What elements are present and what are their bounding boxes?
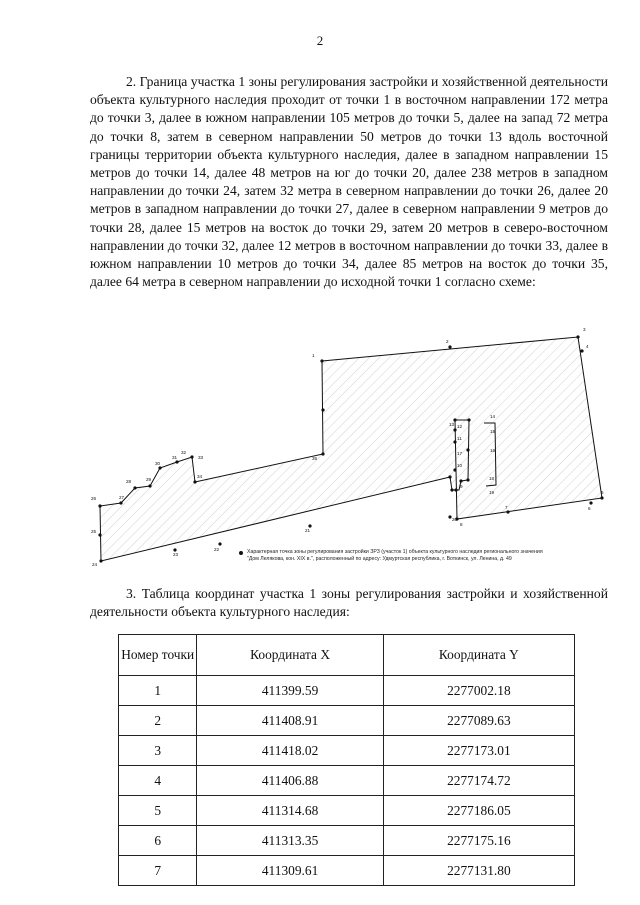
point-label: 12 xyxy=(457,424,463,429)
point-label: 19 xyxy=(489,490,495,495)
point-label: 26 xyxy=(91,496,97,501)
boundary-point xyxy=(450,488,453,491)
table-header-row xyxy=(119,635,575,676)
boundary-point xyxy=(600,496,603,499)
point-label: 4 xyxy=(586,344,589,349)
legend-point-marker xyxy=(239,551,243,555)
cell-point-number: 1 xyxy=(119,676,197,706)
point-label: 28 xyxy=(126,479,132,484)
cell-coordinate-y: 2277089.63 xyxy=(383,706,574,736)
boundary-point xyxy=(506,510,509,513)
boundary-point xyxy=(321,408,324,411)
header-coordinate-x: Координата X xyxy=(197,635,383,676)
point-label: 7 xyxy=(505,505,508,510)
point-label: 11 xyxy=(457,436,462,441)
legend-line-2: "Дом Лелякова, кон. XIX в.", расположенный по адресу: Удмуртская республика, г. Воткинск, ул. Ленина, д. 49 xyxy=(247,556,512,562)
boundary-point xyxy=(99,559,102,562)
cell-coordinate-x: 411399.59 xyxy=(197,676,383,706)
cell-coordinate-x: 411408.91 xyxy=(197,706,383,736)
point-label: 9 xyxy=(460,484,463,489)
point-label: 30 xyxy=(155,461,161,466)
zone-polygon xyxy=(100,337,602,561)
boundary-point xyxy=(190,455,193,458)
cell-coordinate-x: 411313.35 xyxy=(197,826,383,856)
boundary-point xyxy=(454,488,457,491)
table-row xyxy=(119,736,575,766)
point-label: 1 xyxy=(312,353,315,358)
cell-point-number: 5 xyxy=(119,796,197,826)
boundary-point xyxy=(589,501,592,504)
boundary-point xyxy=(466,478,469,481)
cell-point-number: 3 xyxy=(119,736,197,766)
boundary-point xyxy=(576,335,579,338)
cell-point-number: 6 xyxy=(119,826,197,856)
point-label: 17 xyxy=(457,451,463,456)
point-label: 14 xyxy=(490,414,496,419)
boundary-point xyxy=(158,466,161,469)
boundary-point xyxy=(193,480,196,483)
point-label: 24 xyxy=(92,562,98,567)
cell-coordinate-y: 2277002.18 xyxy=(383,676,574,706)
boundary-point xyxy=(175,460,178,463)
point-label: 5 xyxy=(601,490,604,495)
point-label: 10 xyxy=(457,463,463,468)
paragraph-3-table-title: 3. Таблица координат участка 1 зоны регулирования застройки и хозяйственной деятельности объекта культурного наследия: xyxy=(90,586,608,620)
point-label: 3 xyxy=(583,327,586,332)
table-row xyxy=(119,676,575,706)
point-label: 15 xyxy=(490,429,496,434)
cell-point-number: 4 xyxy=(119,766,197,796)
point-label: 22 xyxy=(214,547,220,552)
header-coordinate-y: Координата Y xyxy=(383,635,574,676)
point-label: 13 xyxy=(449,422,455,427)
table-row xyxy=(119,856,575,886)
boundary-point xyxy=(320,359,323,362)
boundary-point xyxy=(453,468,456,471)
point-label: 35 xyxy=(312,456,318,461)
boundary-point xyxy=(98,504,101,507)
point-label: 20 xyxy=(452,517,458,522)
table-row xyxy=(119,766,575,796)
cell-coordinate-x: 411314.68 xyxy=(197,796,383,826)
paragraph-2-boundary-description: 2. Граница участка 1 зоны регулирования застройки и хозяйственной деятельности объекта культурного наследия проходит от точки 1 в восточном направлении 172 метра до точки 3, далее в южном направлении 105 метров до точки 5, далее на запад 72 метра до точки 8, затем в северном направлении 50 метров до точки 13 вдоль восточной границы территории объекта культурного наследия, далее в западном направлении 15 метров до точки 14, далее 48 метров на юг до точки 20, далее 238 метров в западном направлении до точки 24, затем 32 метра в северном направлении до точки 26, далее 20 метров в западном направлении до точки 27, далее в северном направлении 9 метров до точки 28, далее 15 метров на восток до точки 29, затем 20 метров в северо-восточном направлении до точки 32, далее 12 метров в восточном направлении до точки 33, далее в южном направлении 10 метров до точки 34, далее 85 метров на восток до точки 35, далее 64 метра в северном направлении до исходной точки 1 согласно схеме: xyxy=(90,74,608,290)
boundary-point xyxy=(98,533,101,536)
point-label: 21 xyxy=(305,528,311,533)
point-label: 34 xyxy=(197,474,203,479)
scheme-drawing xyxy=(80,320,615,570)
table-row xyxy=(119,796,575,826)
boundary-scheme xyxy=(80,320,615,570)
point-label: 6 xyxy=(588,506,591,511)
point-label: 18 xyxy=(489,476,495,481)
boundary-point xyxy=(448,475,451,478)
point-label: 33 xyxy=(198,455,204,460)
point-label: 32 xyxy=(181,450,187,455)
boundary-point xyxy=(466,448,469,451)
boundary-point xyxy=(148,484,151,487)
cell-point-number: 7 xyxy=(119,856,197,886)
boundary-point xyxy=(133,486,136,489)
cell-coordinate-y: 2277131.80 xyxy=(383,856,574,886)
point-label: 27 xyxy=(119,495,125,500)
cell-coordinate-y: 2277186.05 xyxy=(383,796,574,826)
cell-coordinate-y: 2277173.01 xyxy=(383,736,574,766)
page-number: 2 xyxy=(316,33,324,48)
boundary-point xyxy=(321,452,324,455)
point-label: 2 xyxy=(446,339,449,344)
cell-point-number: 2 xyxy=(119,706,197,736)
point-label: 16 xyxy=(490,448,496,453)
boundary-point xyxy=(580,349,583,352)
boundary-point xyxy=(218,542,221,545)
point-label: 31 xyxy=(172,455,178,460)
boundary-point xyxy=(119,501,122,504)
point-label: 23 xyxy=(173,552,179,557)
cell-coordinate-y: 2277175.16 xyxy=(383,826,574,856)
boundary-point xyxy=(448,345,451,348)
scheme-legend xyxy=(247,549,617,563)
table-row xyxy=(119,706,575,736)
cell-coordinate-y: 2277174.72 xyxy=(383,766,574,796)
boundary-point xyxy=(467,418,470,421)
cell-coordinate-x: 411309.61 xyxy=(197,856,383,886)
coordinates-table xyxy=(118,634,575,886)
table-row xyxy=(119,826,575,856)
header-point-number: Номер точки xyxy=(119,635,197,676)
cell-coordinate-x: 411418.02 xyxy=(197,736,383,766)
cell-coordinate-x: 411406.88 xyxy=(197,766,383,796)
point-label: 29 xyxy=(146,477,152,482)
point-label: 25 xyxy=(91,529,97,534)
legend-line-1: Характерная точка зоны регулирования застройки ЗРЗ (участок 1) объекта культурного наследия регионального значения xyxy=(247,549,543,555)
boundary-point xyxy=(459,479,462,482)
point-label: 8 xyxy=(460,522,463,527)
